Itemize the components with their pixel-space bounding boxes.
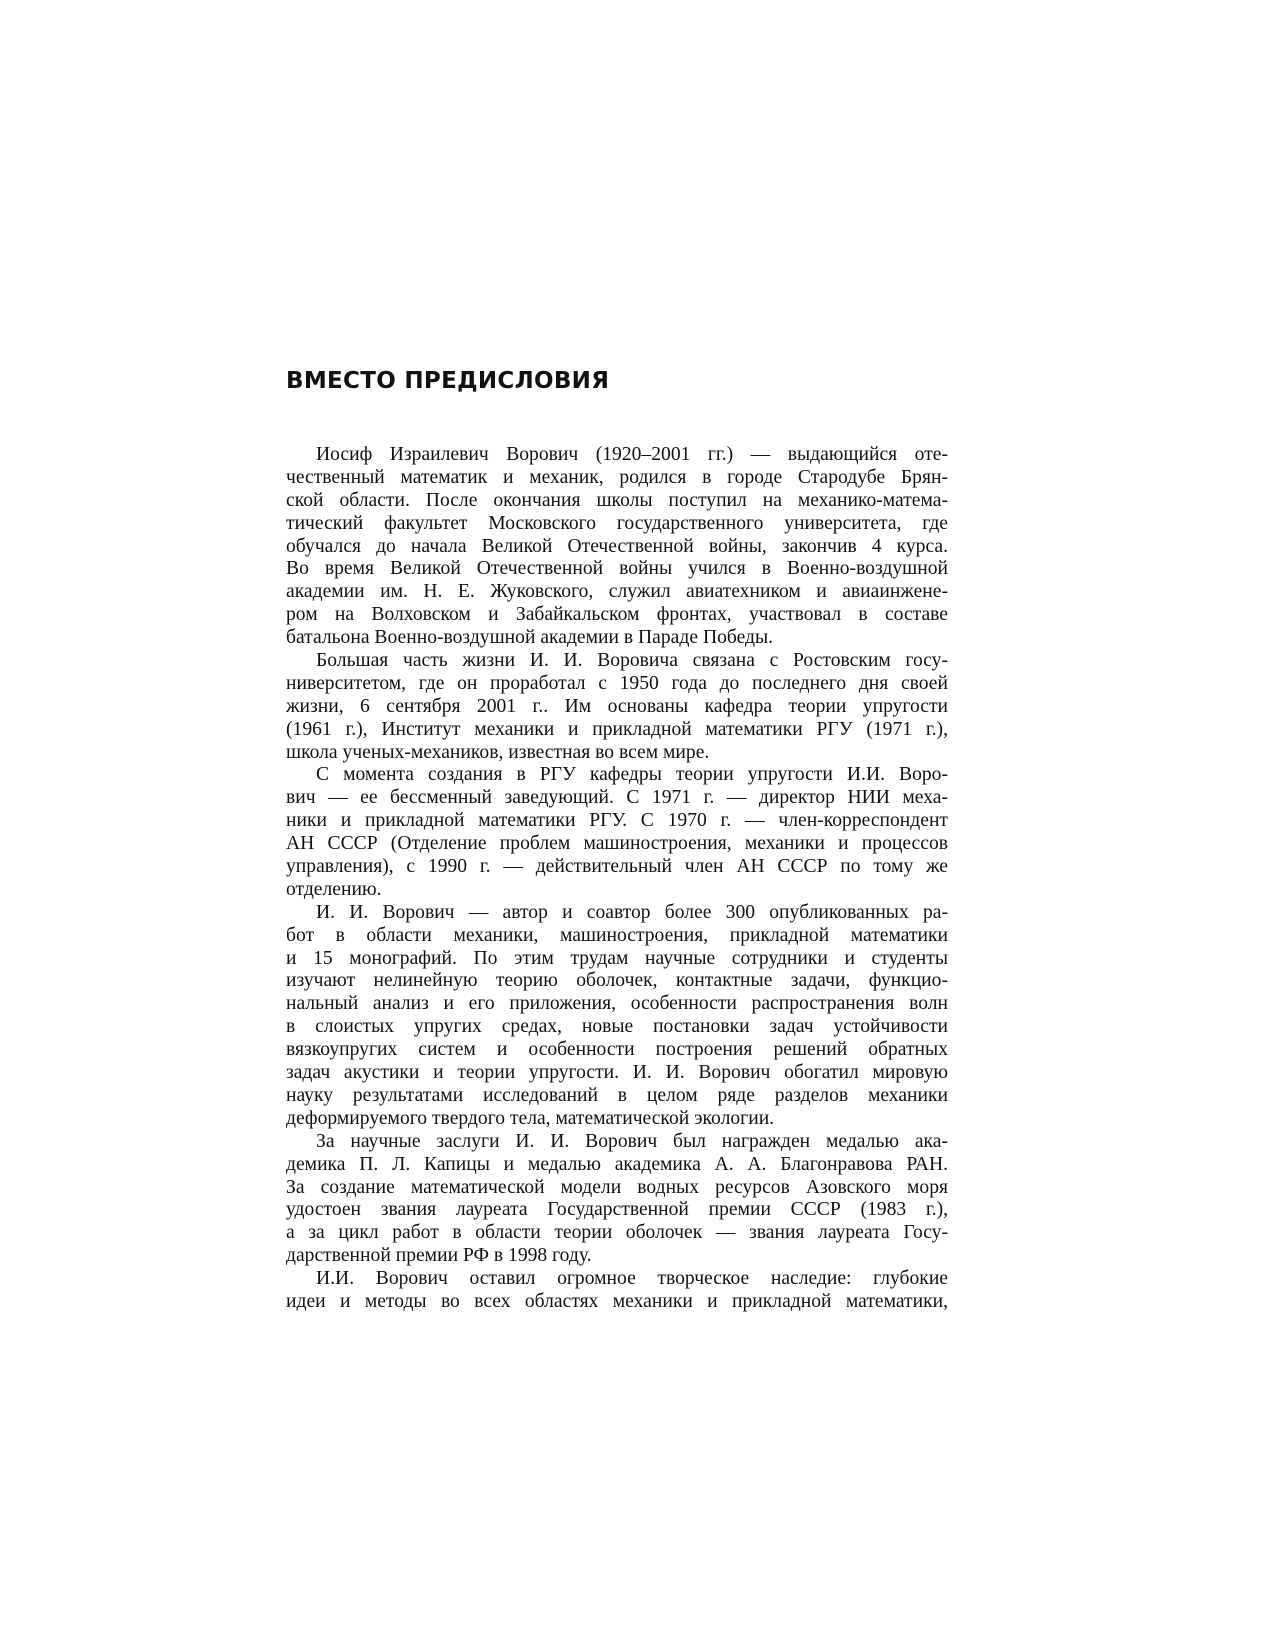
text-line: в слоистых упругих средах, новые постановки задач устойчивости <box>286 1016 948 1038</box>
paragraph <box>286 902 948 1131</box>
text-line: ром на Волховском и Забайкальском фронтах, участвовал в составе <box>286 604 948 626</box>
page-title: ВМЕСТО ПРЕДИСЛОВИЯ <box>286 368 610 394</box>
text-line: И. И. Ворович — автор и соавтор более 300 опубликованных ра- <box>316 901 948 923</box>
text-line: чественный математик и механик, родился в городе Стародубе Брян- <box>286 466 948 488</box>
text-line: дарственной премии РФ в 1998 году. <box>286 1245 592 1267</box>
text-line: С момента создания в РГУ кафедры теории упругости И.И. Воро- <box>316 764 948 786</box>
text-line: демика П. Л. Капицы и медалью академика А. А. Благонравова РАН. <box>286 1153 948 1175</box>
text-line: бот в области механики, машиностроения, прикладной математики <box>286 924 948 946</box>
text-line: Во время Великой Отечественной войны учился в Военно-воздушной <box>286 558 948 580</box>
text-line: деформируемого твердого тела, математической экологии. <box>286 1107 775 1129</box>
paragraph <box>286 1131 948 1268</box>
text-line: науку результатами исследований в целом ряде разделов механики <box>286 1084 948 1106</box>
text-line: тический факультет Московского государственного университета, где <box>286 512 948 534</box>
text-line: школа ученых-механиков, известная во всем мире. <box>286 741 710 763</box>
text-line: а за цикл работ в области теории оболочек — звания лауреата Госу- <box>286 1222 948 1244</box>
text-line: (1961 г.), Институт механики и прикладной математики РГУ (1971 г.), <box>286 718 948 740</box>
text-line: управления), с 1990 г. — действительный член АН СССР по тому же <box>286 856 948 878</box>
paragraph <box>286 650 948 764</box>
text-line: нальный анализ и его приложения, особенности распространения волн <box>286 993 948 1015</box>
text-line: И.И. Ворович оставил огромное творческое наследие: глубокие <box>316 1268 948 1290</box>
text-line: ниверситетом, где он проработал с 1950 года до последнего дня своей <box>286 672 948 694</box>
text-line: жизни, 6 сентября 2001 г.. Им основаны кафедра теории упругости <box>286 695 948 717</box>
body-text <box>286 444 948 1314</box>
text-line: За создание математической модели водных ресурсов Азовского моря <box>286 1176 948 1198</box>
text-line: АН СССР (Отделение проблем машиностроения, механики и процессов <box>286 833 948 855</box>
text-line: За научные заслуги И. И. Ворович был награжден медалью ака- <box>316 1130 948 1152</box>
text-line: ники и прикладной математики РГУ. С 1970 г. — член-корреспондент <box>286 810 948 832</box>
text-line: Иосиф Израилевич Ворович (1920–2001 гг.) — выдающийся оте- <box>316 444 948 465</box>
text-line: изучают нелинейную теорию оболочек, контактные задачи, функцио- <box>286 970 948 992</box>
text-line: вязкоупругих систем и особенности построения решений обратных <box>286 1039 948 1061</box>
paragraph <box>286 444 948 650</box>
text-line: задач акустики и теории упругости. И. И. Ворович обогатил мировую <box>286 1062 948 1084</box>
paragraph <box>286 764 948 901</box>
text-line: обучался до начала Великой Отечественной войны, закончив 4 курса. <box>286 535 948 557</box>
text-line: удостоен звания лауреата Государственной премии СССР (1983 г.), <box>286 1199 948 1221</box>
text-line: батальона Военно-воздушной академии в Параде Победы. <box>286 627 774 649</box>
text-line: академии им. Н. Е. Жуковского, служил авиатехником и авиаинжене- <box>286 581 948 603</box>
text-line: ской области. После окончания школы поступил на механико-матема- <box>286 489 948 511</box>
paragraph <box>286 1268 948 1314</box>
text-line: отделению. <box>286 878 382 900</box>
text-line: и 15 монографий. По этим трудам научные сотрудники и студенты <box>286 947 948 969</box>
text-line: вич — ее бессменный заведующий. С 1971 г. — директор НИИ меха- <box>286 787 948 809</box>
text-line: идеи и методы во всех областях механики и прикладной математики, <box>286 1290 948 1312</box>
text-line: Большая часть жизни И. И. Воровича связана с Ростовским госу- <box>316 650 948 672</box>
